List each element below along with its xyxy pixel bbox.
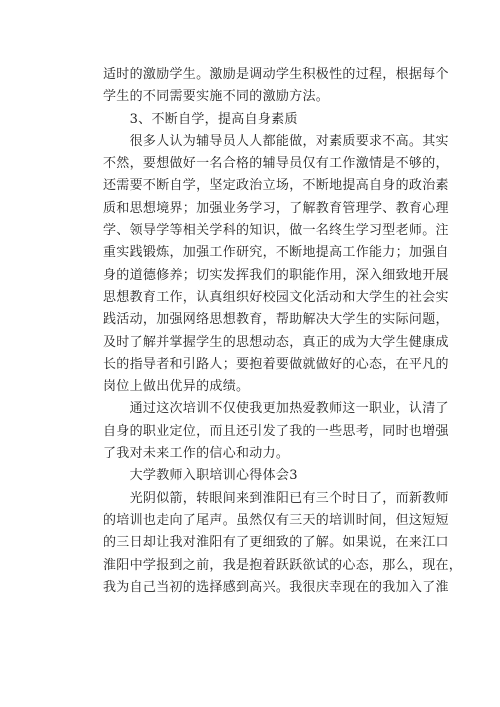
text-line: 及时了解并掌握学生的思想动态，真正的成为大学生健康成 xyxy=(103,334,449,350)
text-line: 适时的激励学生。激励是调动学生积极性的过程，根据每个 xyxy=(103,67,449,82)
text-line: 了我对未来工作的信心和动力。 xyxy=(103,446,290,462)
text-line: 不然，要想做好一名合格的辅导员仅有工作激情是不够的， xyxy=(103,156,449,172)
text-line: 光阴似箭，转眼间来到淮阳已有三个时日了，而新教师 xyxy=(103,490,449,506)
text-line: 的培训也走向了尾声。虽然仅有三天的培训时间，但这短短 xyxy=(103,512,449,528)
section-heading: 3、不断自学，提高自身素质 xyxy=(103,111,298,127)
section-title: 大学教师入职培训心得体会3 xyxy=(103,468,298,484)
text-line: 还需要不断自学，坚定政治立场，不断地提高自身的政治素 xyxy=(103,178,449,194)
text-line: 长的指导者和引路人；要抱着要做就做好的心态，在平凡的 xyxy=(103,356,449,372)
text-line: 学生的不同需要实施不同的激励方法。 xyxy=(103,89,330,105)
text-line: 身的道德修养；切实发挥我们的职能作用，深入细致地开展 xyxy=(103,267,449,283)
text-line: 的三日却让我对淮阳有了更细致的了解。如果说，在来江口 xyxy=(103,535,449,551)
text-line: 淮阳中学报到之前，我是抱着跃跃欲试的心态，那么，现在， xyxy=(103,557,463,573)
text-line: 通过这次培训不仅使我更加热爱教师这一职业，认清了 xyxy=(103,401,449,417)
text-line: 践活动，加强网络思想教育，帮助解决大学生的实际问题， xyxy=(103,312,449,328)
body-text xyxy=(103,64,463,599)
text-line: 自身的职业定位，而且还引发了我的一些思考，同时也增强 xyxy=(103,423,449,439)
text-line: 我为自己当初的选择感到高兴。我很庆幸现在的我加入了淮 xyxy=(103,579,449,595)
text-line: 学、领导学等相关学科的知识，做一名终生学习型老师。注 xyxy=(103,223,449,239)
text-line: 重实践锻炼，加强工作研究，不断地提高工作能力；加强自 xyxy=(103,245,449,261)
text-line: 岗位上做出优异的成绩。 xyxy=(103,379,250,395)
text-line: 质和思想境界；加强业务学习，了解教育管理学、教育心理 xyxy=(103,200,449,216)
text-line: 思想教育工作，认真组织好校园文化活动和大学生的社会实 xyxy=(103,289,449,305)
text-line: 很多人认为辅导员人人都能做，对素质要求不高。其实 xyxy=(103,133,449,149)
